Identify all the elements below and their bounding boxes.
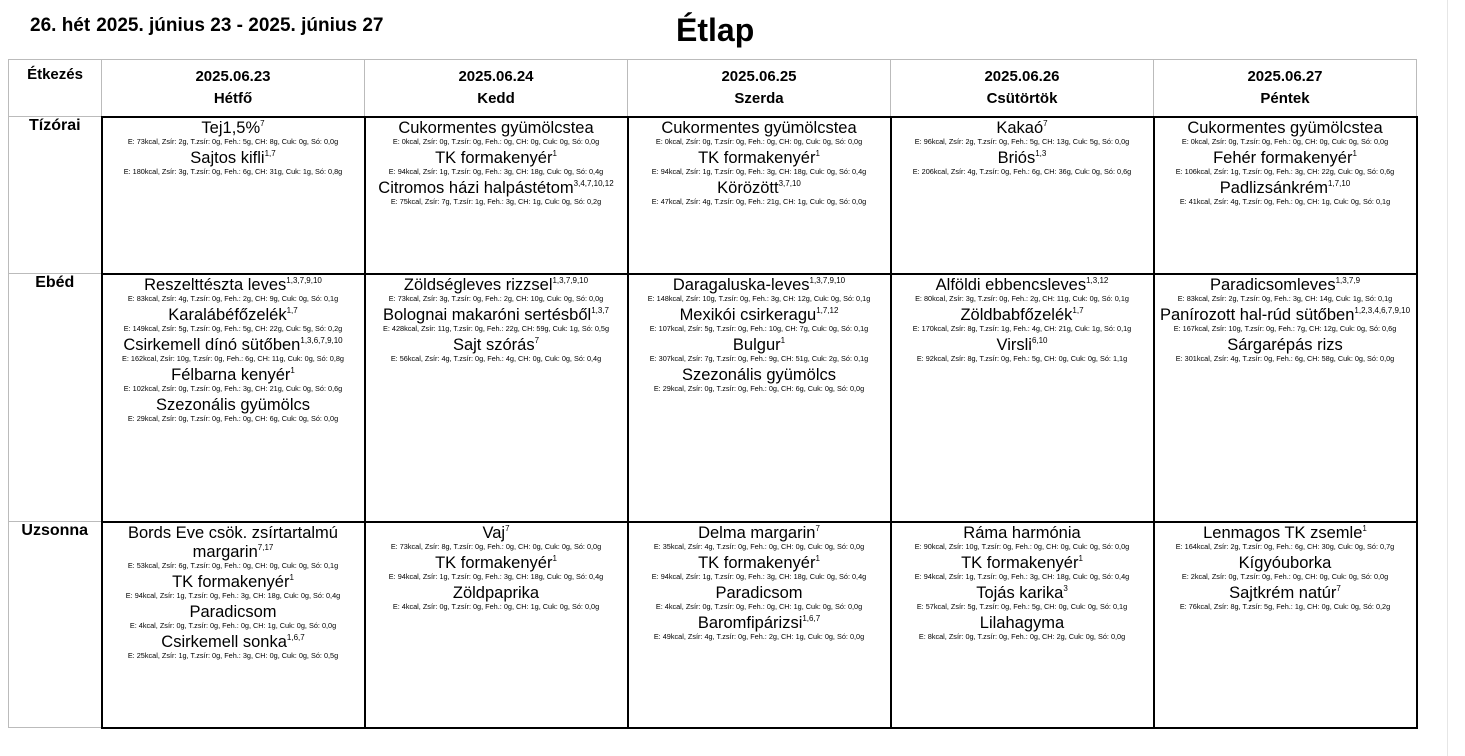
day-header	[891, 60, 1154, 117]
nutrition-info: E: 76kcal, Zsír: 8g, T.zsír: 5g, Feh.: 1g, CH: 0g, Cuk: 0g, Só: 0,2g	[1179, 601, 1391, 611]
nutrition-info: E: 83kcal, Zsír: 4g, T.zsír: 0g, Feh.: 2g, CH: 9g, Cuk: 0g, Só: 0,1g	[127, 293, 339, 303]
dish-item	[629, 276, 890, 295]
dish-name: Sajt szórás	[452, 335, 535, 354]
dish-name: Panírozott hal-rúd sütőben	[1159, 305, 1355, 324]
nutrition-info: E: 53kcal, Zsír: 6g, T.zsír: 0g, Feh.: 0g, CH: 0g, Cuk: 0g, Só: 0,1g	[127, 560, 339, 570]
header-row	[9, 60, 1417, 117]
dish-item	[1155, 119, 1416, 138]
dish-name: TK formakenyér	[172, 572, 290, 591]
day-date: 2025.06.26	[984, 67, 1060, 85]
nutrition-info: E: 301kcal, Zsír: 4g, T.zsír: 0g, Feh.: 6g, CH: 58g, Cuk: 0g, Só: 0,0g	[1175, 353, 1395, 363]
meal-column-header: Étkezés	[9, 60, 102, 117]
dish-item	[1155, 179, 1416, 198]
dish-name: Baromfipárizsi	[697, 613, 803, 632]
dish-name: Félbarna kenyér	[171, 365, 291, 384]
dish-name: Ráma harmónia	[963, 523, 1081, 542]
nutrition-info: E: 428kcal, Zsír: 11g, T.zsír: 0g, Feh.: 22g, CH: 59g, Cuk: 1g, Só: 0,5g	[382, 323, 610, 333]
allergen-codes: 1	[815, 148, 820, 158]
dish-item	[366, 524, 627, 543]
dish-item	[103, 573, 364, 592]
meal-label: Uzsonna	[9, 522, 102, 728]
allergen-codes: 1,3,7	[591, 305, 609, 315]
dish-name: Csirkemell sonka	[161, 632, 287, 651]
dish-name: Zöldségleves rizzsel	[403, 275, 553, 294]
allergen-codes: 1	[1078, 553, 1083, 563]
menu-cell	[891, 274, 1154, 522]
dish-item	[366, 119, 627, 138]
dish-item	[892, 306, 1153, 325]
dish-item	[629, 179, 890, 198]
dish-item	[103, 119, 364, 138]
day-name: Hétfő	[213, 89, 253, 107]
nutrition-info: E: 102kcal, Zsír: 0g, T.zsír: 0g, Feh.: 3g, CH: 21g, Cuk: 0g, Só: 0,6g	[123, 383, 343, 393]
allergen-codes: 1,7	[1072, 305, 1084, 315]
dish-item	[892, 119, 1153, 138]
dish-item	[629, 524, 890, 543]
menu-cell	[891, 522, 1154, 728]
dish-name: Szezonális gyümölcs	[681, 365, 837, 384]
dish-item	[103, 396, 364, 415]
nutrition-info: E: 4kcal, Zsír: 0g, T.zsír: 0g, Feh.: 0g, CH: 1g, Cuk: 0g, Só: 0,0g	[129, 620, 337, 630]
dish-name: TK formakenyér	[698, 553, 816, 572]
day-header	[1154, 60, 1417, 117]
dish-item	[629, 584, 890, 603]
cropped-top-text	[20, 0, 700, 2]
dish-name: Briós	[997, 148, 1036, 167]
page-title: Étlap	[676, 12, 755, 48]
allergen-codes: 1	[552, 148, 557, 158]
dish-name: Csirkemell dínó sütőben	[123, 335, 301, 354]
nutrition-info: E: 4kcal, Zsír: 0g, T.zsír: 0g, Feh.: 0g, CH: 1g, Cuk: 0g, Só: 0,0g	[655, 601, 863, 611]
nutrition-info: E: 96kcal, Zsír: 2g, T.zsír: 0g, Feh.: 5g, CH: 13g, Cuk: 5g, Só: 0,0g	[914, 136, 1130, 146]
meal-row	[9, 522, 1417, 728]
dish-item	[366, 336, 627, 355]
dish-name: Tej1,5%	[201, 118, 261, 137]
dish-name: Kígyóuborka	[1238, 553, 1332, 572]
dish-item	[1155, 306, 1416, 325]
dish-name: Vaj	[482, 523, 506, 542]
dish-item	[1155, 524, 1416, 543]
dish-name: TK formakenyér	[961, 553, 1079, 572]
nutrition-info: E: 2kcal, Zsír: 0g, T.zsír: 0g, Feh.: 0g, CH: 0g, Cuk: 0g, Só: 0,0g	[1181, 571, 1389, 581]
menu-cell	[365, 274, 628, 522]
dish-name: Sajtos kifli	[190, 148, 265, 167]
nutrition-info: E: 41kcal, Zsír: 4g, T.zsír: 0g, Feh.: 0g, CH: 1g, Cuk: 0g, Só: 0,1g	[1179, 196, 1391, 206]
nutrition-info: E: 4kcal, Zsír: 0g, T.zsír: 0g, Feh.: 0g, CH: 1g, Cuk: 0g, Só: 0,0g	[392, 601, 600, 611]
dish-item	[629, 149, 890, 168]
dish-name: Paradicsom	[715, 583, 803, 602]
dish-name: Kakaó	[996, 118, 1044, 137]
dish-item	[103, 366, 364, 385]
nutrition-info: E: 8kcal, Zsír: 0g, T.zsír: 0g, Feh.: 0g, CH: 2g, Cuk: 0g, Só: 0,0g	[918, 631, 1126, 641]
nutrition-info: E: 0kcal, Zsír: 0g, T.zsír: 0g, Feh.: 0g, CH: 0g, Cuk: 0g, Só: 0,0g	[1181, 136, 1389, 146]
day-date: 2025.06.27	[1247, 67, 1323, 85]
dish-item	[366, 149, 627, 168]
dish-name: Sajtkrém natúr	[1229, 583, 1337, 602]
dish-item	[1155, 336, 1416, 355]
dish-name: Fehér formakenyér	[1213, 148, 1353, 167]
allergen-codes: 3,7,10	[778, 178, 801, 188]
allergen-codes: 1,7	[264, 148, 276, 158]
allergen-codes: 1,6,7	[802, 613, 821, 623]
nutrition-info: E: 162kcal, Zsír: 10g, T.zsír: 0g, Feh.: 6g, CH: 11g, Cuk: 0g, Só: 0,8g	[122, 353, 344, 363]
allergen-codes: 1,3,12	[1086, 275, 1109, 285]
meal-row	[9, 274, 1417, 522]
dish-name: Lilahagyma	[979, 613, 1065, 632]
dish-name: Lenmagos TK zsemle	[1203, 523, 1363, 542]
nutrition-info: E: 149kcal, Zsír: 5g, T.zsír: 0g, Feh.: 5g, CH: 22g, Cuk: 5g, Só: 0,2g	[123, 323, 343, 333]
allergen-codes: 7	[815, 523, 820, 533]
dish-item	[629, 614, 890, 633]
allergen-codes: 1,3,7,9	[1335, 275, 1361, 285]
dish-item	[1155, 276, 1416, 295]
dish-item	[103, 633, 364, 652]
dish-name: Cukormentes gyümölcstea	[1187, 118, 1383, 137]
menu-cell	[1154, 522, 1417, 728]
day-header	[628, 60, 891, 117]
menu-cell	[365, 522, 628, 728]
allergen-codes: 6,10	[1031, 335, 1048, 345]
allergen-codes: 1,7	[286, 305, 298, 315]
allergen-codes: 1	[290, 365, 295, 375]
day-header	[102, 60, 365, 117]
menu-cell	[365, 117, 628, 274]
day-name: Szerda	[734, 89, 784, 107]
menu-cell	[102, 274, 365, 522]
page-edge-line	[1447, 0, 1448, 756]
allergen-codes: 1,3,7,9,10	[552, 275, 589, 285]
allergen-codes: 7	[505, 523, 510, 533]
dish-name: Szezonális gyümölcs	[155, 395, 311, 414]
nutrition-info: E: 0kcal, Zsír: 0g, T.zsír: 0g, Feh.: 0g, CH: 0g, Cuk: 0g, Só: 0,0g	[392, 136, 600, 146]
dish-name: Paradicsom	[189, 602, 277, 621]
nutrition-info: E: 94kcal, Zsír: 1g, T.zsír: 0g, Feh.: 3g, CH: 18g, Cuk: 0g, Só: 0,4g	[388, 571, 604, 581]
dish-name: Sárgarépás rizs	[1227, 335, 1343, 354]
dish-name: Bolognai makaróni sertésből	[383, 305, 592, 324]
menu-cell	[891, 117, 1154, 274]
menu-cell	[1154, 274, 1417, 522]
dish-item	[892, 336, 1153, 355]
allergen-codes: 1	[815, 553, 820, 563]
allergen-codes: 3,4,7,10,12	[573, 178, 614, 188]
dish-item	[366, 584, 627, 603]
nutrition-info: E: 106kcal, Zsír: 1g, T.zsír: 0g, Feh.: 3g, CH: 22g, Cuk: 0g, Só: 0,6g	[1175, 166, 1395, 176]
nutrition-info: E: 94kcal, Zsír: 1g, T.zsír: 0g, Feh.: 3g, CH: 18g, Cuk: 0g, Só: 0,4g	[651, 166, 867, 176]
dish-name: Padlizsánkrém	[1219, 178, 1328, 197]
nutrition-info: E: 94kcal, Zsír: 1g, T.zsír: 0g, Feh.: 3g, CH: 18g, Cuk: 0g, Só: 0,4g	[651, 571, 867, 581]
menu-cell	[628, 117, 891, 274]
allergen-codes: 1,3,7,9,10	[809, 275, 846, 285]
allergen-codes: 7	[1336, 583, 1341, 593]
allergen-codes: 1,3	[1035, 148, 1047, 158]
dish-name: Körözött	[717, 178, 779, 197]
dish-name: Daragaluska-leves	[672, 275, 810, 294]
dish-name: TK formakenyér	[435, 148, 553, 167]
week-header	[30, 15, 383, 37]
nutrition-info: E: 35kcal, Zsír: 4g, T.zsír: 0g, Feh.: 0g, CH: 0g, Cuk: 0g, Só: 0,0g	[653, 541, 865, 551]
nutrition-info: E: 29kcal, Zsír: 0g, T.zsír: 0g, Feh.: 0g, CH: 6g, Cuk: 0g, Só: 0,0g	[127, 413, 339, 423]
dish-item	[103, 524, 364, 562]
dish-name: Karalábéfőzelék	[168, 305, 287, 324]
allergen-codes: 3	[1063, 583, 1068, 593]
nutrition-info: E: 94kcal, Zsír: 1g, T.zsír: 0g, Feh.: 3g, CH: 18g, Cuk: 0g, Só: 0,4g	[914, 571, 1130, 581]
dish-item	[629, 306, 890, 325]
day-header	[365, 60, 628, 117]
nutrition-info: E: 206kcal, Zsír: 4g, T.zsír: 0g, Feh.: 6g, CH: 36g, Cuk: 0g, Só: 0,6g	[912, 166, 1132, 176]
nutrition-info: E: 29kcal, Zsír: 0g, T.zsír: 0g, Feh.: 0g, CH: 6g, Cuk: 0g, Só: 0,0g	[653, 383, 865, 393]
dish-name: Reszelttészta leves	[144, 275, 287, 294]
dish-item	[892, 524, 1153, 543]
nutrition-info: E: 167kcal, Zsír: 10g, T.zsír: 0g, Feh.: 7g, CH: 12g, Cuk: 0g, Só: 0,6g	[1173, 323, 1397, 333]
dish-item	[366, 306, 627, 325]
day-date: 2025.06.24	[458, 67, 534, 85]
dish-item	[1155, 554, 1416, 573]
dish-item	[892, 276, 1153, 295]
dish-name: Cukormentes gyümölcstea	[398, 118, 594, 137]
dish-name: Tojás karika	[976, 583, 1064, 602]
nutrition-info: E: 94kcal, Zsír: 1g, T.zsír: 0g, Feh.: 3g, CH: 18g, Cuk: 0g, Só: 0,4g	[125, 590, 341, 600]
allergen-codes: 1,3,6,7,9,10	[300, 335, 343, 345]
nutrition-info: E: 73kcal, Zsír: 8g, T.zsír: 0g, Feh.: 0g, CH: 0g, Cuk: 0g, Só: 0,0g	[390, 541, 602, 551]
dish-item	[366, 554, 627, 573]
nutrition-info: E: 180kcal, Zsír: 3g, T.zsír: 0g, Feh.: 6g, CH: 31g, Cuk: 1g, Só: 0,8g	[123, 166, 343, 176]
dish-item	[103, 149, 364, 168]
dish-name: Bulgur	[732, 335, 781, 354]
allergen-codes: 1	[1352, 148, 1357, 158]
nutrition-info: E: 170kcal, Zsír: 8g, T.zsír: 1g, Feh.: 4g, CH: 21g, Cuk: 1g, Só: 0,1g	[912, 323, 1132, 333]
meal-label: Tízórai	[9, 117, 102, 274]
allergen-codes: 1,2,3,4,6,7,9,10	[1354, 305, 1411, 315]
allergen-codes: 1	[289, 572, 294, 582]
day-name: Kedd	[477, 89, 515, 107]
nutrition-info: E: 80kcal, Zsír: 3g, T.zsír: 0g, Feh.: 2g, CH: 11g, Cuk: 0g, Só: 0,1g	[915, 293, 1129, 303]
dish-item	[103, 336, 364, 355]
dish-item	[1155, 584, 1416, 603]
nutrition-info: E: 164kcal, Zsír: 2g, T.zsír: 0g, Feh.: 6g, CH: 30g, Cuk: 0g, Só: 0,7g	[1175, 541, 1395, 551]
nutrition-info: E: 57kcal, Zsír: 5g, T.zsír: 0g, Feh.: 5g, CH: 0g, Cuk: 0g, Só: 0,1g	[916, 601, 1128, 611]
dish-name: Virsli	[996, 335, 1032, 354]
dish-name: Delma margarin	[698, 523, 816, 542]
nutrition-info: E: 94kcal, Zsír: 1g, T.zsír: 0g, Feh.: 3g, CH: 18g, Cuk: 0g, Só: 0,4g	[388, 166, 604, 176]
dish-item	[892, 584, 1153, 603]
dish-item	[892, 554, 1153, 573]
allergen-codes: 1	[1362, 523, 1367, 533]
dish-name: Citromos házi halpástétom	[378, 178, 574, 197]
allergen-codes: 1	[552, 553, 557, 563]
nutrition-info: E: 47kcal, Zsír: 4g, T.zsír: 0g, Feh.: 21g, CH: 1g, Cuk: 0g, Só: 0,0g	[651, 196, 867, 206]
allergen-codes: 1,3,7,9,10	[286, 275, 322, 285]
nutrition-info: E: 56kcal, Zsír: 4g, T.zsír: 0g, Feh.: 4g, CH: 0g, Cuk: 0g, Só: 0,4g	[390, 353, 602, 363]
dish-item	[103, 306, 364, 325]
dish-item	[892, 149, 1153, 168]
menu-cell	[102, 522, 365, 728]
dish-name: Cukormentes gyümölcstea	[661, 118, 857, 137]
nutrition-info: E: 0kcal, Zsír: 0g, T.zsír: 0g, Feh.: 0g, CH: 0g, Cuk: 0g, Só: 0,0g	[655, 136, 863, 146]
nutrition-info: E: 148kcal, Zsír: 10g, T.zsír: 0g, Feh.: 3g, CH: 12g, Cuk: 0g, Só: 0,1g	[647, 293, 871, 303]
dish-name: Bords Eve csök. zsírtartalmú margarin	[128, 523, 338, 561]
dish-item	[103, 603, 364, 622]
dish-name: Alföldi ebbencsleves	[935, 275, 1087, 294]
menu-cell	[628, 274, 891, 522]
allergen-codes: 7	[1043, 118, 1048, 128]
dish-name: Mexikói csirkeragu	[679, 305, 817, 324]
day-name: Péntek	[1260, 89, 1310, 107]
allergen-codes: 7,17	[257, 542, 274, 552]
day-date: 2025.06.23	[195, 67, 271, 85]
dish-item	[1155, 149, 1416, 168]
nutrition-info: E: 92kcal, Zsír: 8g, T.zsír: 0g, Feh.: 5g, CH: 0g, Cuk: 0g, Só: 1,1g	[916, 353, 1128, 363]
day-name: Csütörtök	[986, 89, 1058, 107]
nutrition-info: E: 90kcal, Zsír: 10g, T.zsír: 0g, Feh.: 0g, CH: 0g, Cuk: 0g, Só: 0,0g	[914, 541, 1130, 551]
dish-item	[892, 614, 1153, 633]
dish-item	[629, 336, 890, 355]
allergen-codes: 7	[260, 118, 265, 128]
dish-name: TK formakenyér	[435, 553, 553, 572]
allergen-codes: 1,7,10	[1327, 178, 1351, 188]
nutrition-info: E: 73kcal, Zsír: 2g, T.zsír: 0g, Feh.: 5g, CH: 8g, Cuk: 0g, Só: 0,0g	[127, 136, 339, 146]
week-number: 26. hét	[30, 15, 91, 36]
day-date: 2025.06.25	[721, 67, 797, 85]
nutrition-info: E: 83kcal, Zsír: 2g, T.zsír: 0g, Feh.: 3g, CH: 14g, Cuk: 1g, Só: 0,1g	[1177, 293, 1393, 303]
menu-cell	[628, 522, 891, 728]
dish-name: Paradicsomleves	[1209, 275, 1336, 294]
dish-item	[629, 119, 890, 138]
date-range: 2025. június 23 - 2025. június 27	[96, 15, 384, 36]
nutrition-info: E: 107kcal, Zsír: 5g, T.zsír: 0g, Feh.: 10g, CH: 7g, Cuk: 0g, Só: 0,1g	[649, 323, 869, 333]
menu-cell	[102, 117, 365, 274]
allergen-codes: 1	[780, 335, 786, 345]
meal-row	[9, 117, 1417, 274]
dish-name: Zöldbabfőzelék	[960, 305, 1073, 324]
allergen-codes: 7	[534, 335, 540, 345]
nutrition-info: E: 75kcal, Zsír: 7g, T.zsír: 1g, Feh.: 3g, CH: 1g, Cuk: 0g, Só: 0,2g	[390, 196, 602, 206]
dish-item	[629, 366, 890, 385]
dish-item	[629, 554, 890, 573]
nutrition-info: E: 49kcal, Zsír: 4g, T.zsír: 0g, Feh.: 2g, CH: 1g, Cuk: 0g, Só: 0,0g	[653, 631, 865, 641]
nutrition-info: E: 25kcal, Zsír: 1g, T.zsír: 0g, Feh.: 3g, CH: 0g, Cuk: 0g, Só: 0,5g	[127, 650, 339, 660]
dish-item	[366, 179, 627, 198]
dish-item	[366, 276, 627, 295]
nutrition-info: E: 307kcal, Zsír: 7g, T.zsír: 0g, Feh.: 9g, CH: 51g, Cuk: 2g, Só: 0,1g	[649, 353, 869, 363]
menu-cell	[1154, 117, 1417, 274]
menu-table	[8, 59, 1418, 729]
dish-name: Zöldpaprika	[452, 583, 540, 602]
nutrition-info: E: 73kcal, Zsír: 3g, T.zsír: 0g, Feh.: 2g, CH: 10g, Cuk: 0g, Só: 0,0g	[388, 293, 604, 303]
dish-item	[103, 276, 364, 295]
meal-label: Ebéd	[9, 274, 102, 522]
allergen-codes: 1,7,12	[816, 305, 839, 315]
allergen-codes: 1,6,7	[286, 632, 305, 642]
dish-name: TK formakenyér	[698, 148, 816, 167]
